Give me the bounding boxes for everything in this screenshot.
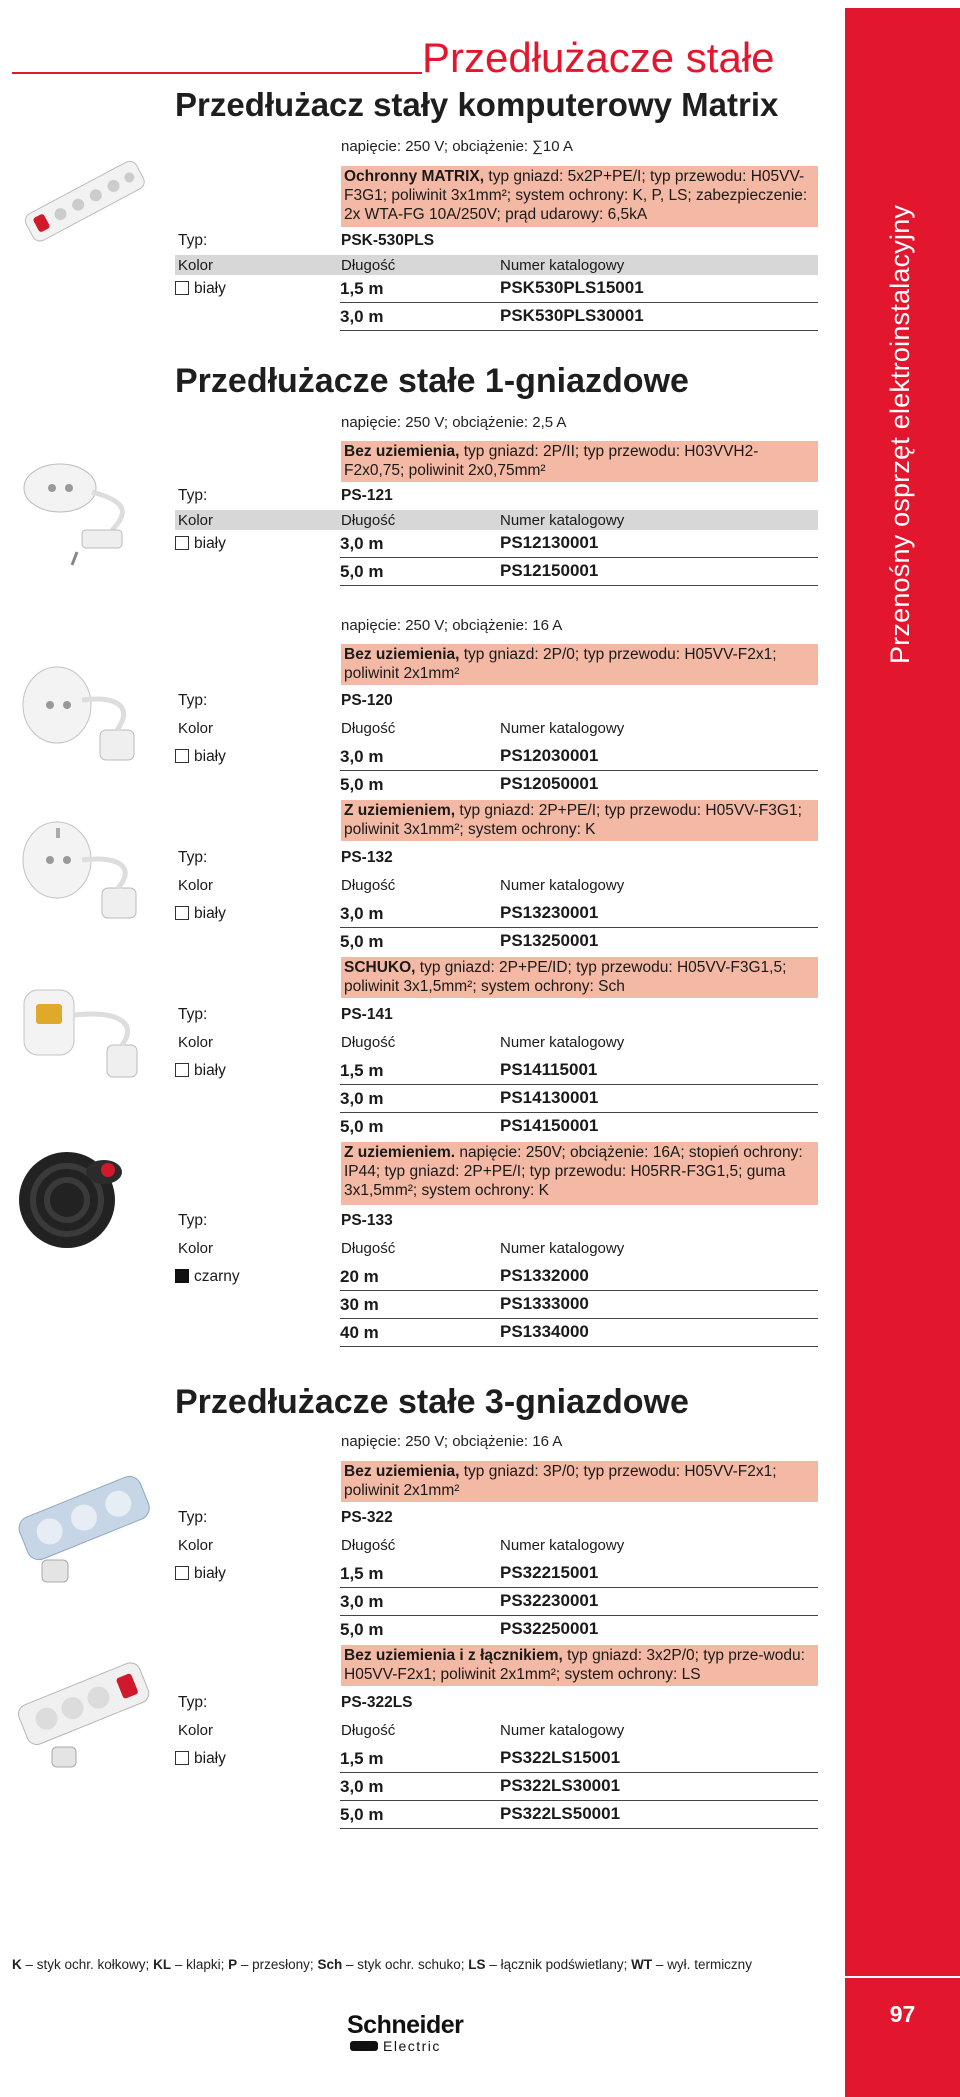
catalog-number: PS13250001	[500, 931, 599, 950]
desc-text: typ gniazd: 2P/0; typ przewodu: H05VV-F2x1; poliwinit 2x1mm²	[344, 646, 777, 682]
abbreviation-legend: K – styk ochr. kołkowy; KL – klapki; P – przesłony; Sch – styk ochr. schuko; LS – łącznik podświetlany; WT – wył. termiczny	[12, 1957, 752, 1972]
ps133-description	[341, 1142, 818, 1205]
table-row	[175, 1589, 818, 1616]
desc-bold: Bez uziemienia,	[344, 443, 460, 460]
strip-ps322-image	[12, 1465, 167, 1590]
strip-ps322ls-image	[12, 1652, 162, 1777]
desc-bold: SCHUKO,	[344, 959, 416, 976]
col-numer: Numer katalogowy	[500, 720, 625, 737]
color-label: biały	[194, 1565, 226, 1582]
legend-value: klapki;	[186, 1957, 225, 1972]
catalog-number: PSK530PLS30001	[500, 306, 644, 325]
type-row	[175, 1505, 818, 1531]
white-swatch	[175, 1566, 189, 1580]
row-divider	[340, 1084, 818, 1085]
legend-value: wył. termiczny	[667, 1957, 752, 1972]
desc-bold: Bez uziemienia,	[344, 646, 460, 663]
table-row	[175, 1114, 818, 1141]
table-row	[175, 1058, 818, 1085]
catalog-number: PS322LS50001	[500, 1804, 621, 1823]
catalog-number: PS14150001	[500, 1116, 599, 1135]
length-cell: 3,0 m	[340, 534, 384, 553]
table-header	[175, 255, 818, 275]
row-divider	[340, 1615, 818, 1616]
color-label: biały	[194, 280, 226, 297]
color-cell	[175, 748, 226, 766]
length-cell: 1,5 m	[340, 1749, 384, 1768]
col-numer: Numer katalogowy	[500, 1034, 625, 1051]
catalog-number: PS322LS15001	[500, 1748, 621, 1767]
catalog-number: PS1334000	[500, 1322, 589, 1341]
legend-key: LS	[468, 1957, 486, 1972]
ps322-rating: napięcie: 250 V; obciążenie: 16 A	[341, 1433, 563, 1450]
catalog-number: PS12130001	[500, 533, 599, 552]
table-header	[175, 1032, 818, 1052]
white-swatch	[175, 1751, 189, 1765]
row-divider	[340, 1828, 818, 1829]
desc-text: typ gniazd: 3P/0; typ przewodu: H05VV-F2x1; poliwinit 2x1mm²	[344, 1463, 777, 1499]
ps121-description	[341, 441, 818, 482]
table-header	[175, 718, 818, 738]
table-row	[175, 531, 818, 558]
matrix-power-strip-image	[12, 130, 162, 265]
col-dlugosc: Długość	[341, 877, 396, 894]
length-cell: 30 m	[340, 1295, 379, 1314]
color-label: biały	[194, 535, 226, 552]
desc-text: typ gniazd: 2P+PE/ID; typ przewodu: H05VV-F3G1,5; poliwinit 3x1,5mm²; system ochrony: Sch	[344, 959, 787, 995]
col-kolor: Kolor	[178, 1240, 214, 1257]
color-label: biały	[194, 905, 226, 922]
col-dlugosc: Długość	[341, 1034, 396, 1051]
catalog-number: PS12030001	[500, 746, 599, 765]
length-cell: 3,0 m	[340, 307, 384, 326]
length-cell: 3,0 m	[340, 747, 384, 766]
type-row	[175, 1208, 818, 1234]
catalog-number: PS32250001	[500, 1619, 599, 1638]
col-numer: Numer katalogowy	[500, 1722, 625, 1739]
color-label: biały	[194, 748, 226, 765]
length-cell: 3,0 m	[340, 904, 384, 923]
table-row	[175, 901, 818, 928]
length-cell: 1,5 m	[340, 279, 384, 298]
row-divider	[340, 1318, 818, 1319]
catalog-number: PS322LS30001	[500, 1776, 621, 1795]
ps132-description	[341, 800, 818, 841]
catalog-number: PS13230001	[500, 903, 599, 922]
catalog-number: PSK530PLS15001	[500, 278, 644, 297]
length-cell: 5,0 m	[340, 1620, 384, 1639]
table-row	[175, 1561, 818, 1588]
col-kolor: Kolor	[178, 1722, 214, 1739]
typ-label: Typ:	[178, 1694, 208, 1711]
desc-bold: Z uziemieniem,	[344, 802, 456, 819]
color-cell	[175, 280, 226, 298]
type-row	[175, 688, 818, 714]
length-cell: 5,0 m	[340, 562, 384, 581]
table-row	[175, 772, 818, 799]
legend-key: K	[12, 1957, 22, 1972]
ps322ls-description	[341, 1645, 818, 1686]
matrix-description	[341, 166, 818, 227]
section-title: Przedłużacze stałe	[422, 34, 775, 81]
table-row	[175, 744, 818, 771]
white-swatch	[175, 281, 189, 295]
black-swatch	[175, 1269, 189, 1283]
type-row	[175, 1690, 818, 1716]
desc-bold: Z uziemieniem.	[344, 1144, 456, 1161]
legend-key: P	[228, 1957, 238, 1972]
page-number-divider	[845, 1976, 960, 1978]
one-socket-title: Przedłużacze stałe 1-gniazdowe	[175, 362, 689, 400]
logo-mark-icon	[350, 2041, 378, 2051]
ps120-rating: napięcie: 250 V; obciążenie: 16 A	[341, 617, 563, 634]
table-row	[175, 929, 818, 956]
table-row	[175, 1086, 818, 1113]
table-row	[175, 1264, 818, 1291]
typ-value: PS-132	[341, 849, 393, 866]
row-divider	[340, 302, 818, 303]
legend-key: KL	[153, 1957, 172, 1972]
typ-value: PS-120	[341, 692, 393, 709]
row-divider	[340, 1772, 818, 1773]
row-divider	[340, 1587, 818, 1588]
color-label: biały	[194, 1750, 226, 1767]
typ-value: PS-322	[341, 1509, 393, 1526]
table-header	[175, 510, 818, 530]
length-cell: 1,5 m	[340, 1564, 384, 1583]
col-numer: Numer katalogowy	[500, 1537, 625, 1554]
typ-value: PS-141	[341, 1006, 393, 1023]
length-cell: 5,0 m	[340, 1805, 384, 1824]
type-row	[175, 483, 818, 509]
desc-bold: Ochronny MATRIX,	[344, 168, 485, 185]
col-numer: Numer katalogowy	[500, 1240, 625, 1257]
col-dlugosc: Długość	[341, 1240, 396, 1257]
desc-text: typ gniazd: 5x2P+PE/I; typ przewodu: H05VV-F3G1; poliwinit 3x1mm²; system ochrony: K, P, LS; zabezpieczenie: 2x WTA-FG 10A/250V; prąd udarowy: 6,5kA	[344, 168, 808, 223]
length-cell: 5,0 m	[340, 932, 384, 951]
catalog-number: PS14130001	[500, 1088, 599, 1107]
legend-value: styk ochr. schuko;	[357, 1957, 465, 1972]
row-divider	[340, 557, 818, 558]
table-header	[175, 875, 818, 895]
length-cell: 5,0 m	[340, 775, 384, 794]
row-divider	[340, 770, 818, 771]
col-dlugosc: Długość	[341, 512, 396, 529]
col-dlugosc: Długość	[341, 1537, 396, 1554]
catalog-number: PS1333000	[500, 1294, 589, 1313]
catalog-number: PS1332000	[500, 1266, 589, 1285]
row-divider	[340, 1800, 818, 1801]
legend-value: styk ochr. kołkowy;	[36, 1957, 150, 1972]
desc-bold: Bez uziemienia i z łącznikiem,	[344, 1647, 563, 1664]
typ-value: PSK-530PLS	[341, 232, 435, 249]
ps322-description	[341, 1461, 818, 1502]
color-label: biały	[194, 1062, 226, 1079]
typ-label: Typ:	[178, 1509, 208, 1526]
length-cell: 3,0 m	[340, 1777, 384, 1796]
desc-text: typ gniazd: 2P+PE/I; typ przewodu: H05VV-F3G1; poliwinit 3x1mm²; system ochrony: K	[344, 802, 802, 838]
section-sidebar	[845, 8, 960, 2097]
cable-reel-ps133-image	[12, 1140, 142, 1255]
white-swatch	[175, 906, 189, 920]
typ-value: PS-322LS	[341, 1694, 413, 1711]
col-numer: Numer katalogowy	[500, 877, 625, 894]
socket-ps121-image	[12, 430, 162, 575]
length-cell: 1,5 m	[340, 1061, 384, 1080]
socket-ps141-image	[12, 960, 157, 1100]
legend-value: przesłony;	[252, 1957, 314, 1972]
col-kolor: Kolor	[178, 877, 214, 894]
table-header	[175, 1720, 818, 1740]
white-swatch	[175, 749, 189, 763]
table-row	[175, 559, 818, 586]
color-cell	[175, 1565, 226, 1583]
table-header	[175, 1238, 818, 1258]
color-cell	[175, 905, 226, 923]
type-row	[175, 1002, 818, 1028]
type-row	[175, 228, 818, 254]
type-row	[175, 845, 818, 871]
length-cell: 5,0 m	[340, 1117, 384, 1136]
socket-ps132-image	[12, 800, 157, 945]
table-header	[175, 1535, 818, 1555]
desc-bold: Bez uziemienia,	[344, 1463, 460, 1480]
legend-value: łącznik podświetlany;	[500, 1957, 628, 1972]
row-divider	[340, 330, 818, 331]
table-row	[175, 1320, 818, 1347]
three-socket-title: Przedłużacze stałe 3-gniazdowe	[175, 1383, 689, 1421]
catalog-number: PS12050001	[500, 774, 599, 793]
typ-label: Typ:	[178, 487, 208, 504]
ps141-description	[341, 957, 818, 998]
length-cell: 20 m	[340, 1267, 379, 1286]
socket-ps120-image	[12, 640, 157, 790]
color-label: czarny	[194, 1268, 240, 1285]
col-dlugosc: Długość	[341, 257, 396, 274]
row-divider	[340, 1346, 818, 1347]
typ-label: Typ:	[178, 232, 208, 249]
catalog-number: PS32230001	[500, 1591, 599, 1610]
typ-label: Typ:	[178, 849, 208, 866]
typ-value: PS-121	[341, 487, 393, 504]
catalog-number: PS32215001	[500, 1563, 599, 1582]
ps120-description	[341, 644, 818, 685]
desc-text: typ gniazd: 2P/II; typ przewodu: H03VVH2-F2x0,75; poliwinit 2x0,75mm²	[344, 443, 759, 479]
col-kolor: Kolor	[178, 720, 214, 737]
col-dlugosc: Długość	[341, 1722, 396, 1739]
col-numer: Numer katalogowy	[500, 257, 625, 274]
typ-label: Typ:	[178, 1212, 208, 1229]
matrix-title: Przedłużacz stały komputerowy Matrix	[175, 86, 779, 123]
table-row	[175, 1292, 818, 1319]
desc-text: typ gniazd: 3x2P/0; typ prze-wodu: H05VV-F2x1; poliwinit 2x1mm²; system ochrony: LS	[344, 1647, 805, 1683]
col-kolor: Kolor	[178, 1034, 214, 1051]
schneider-electric-logo	[347, 2011, 485, 2055]
length-cell: 3,0 m	[340, 1089, 384, 1108]
table-row	[175, 1746, 818, 1773]
desc-text: napięcie: 250V; obciążenie: 16A; stopień ochrony: IP44; typ gniazd: 2P+PE/I; typ przewodu: H05RR-F3G1,5; guma 3x1,5mm²; system ochrony: K	[344, 1144, 803, 1199]
table-row	[175, 276, 818, 303]
catalog-number: PS14115001	[500, 1060, 598, 1079]
color-cell	[175, 535, 226, 553]
table-row	[175, 1774, 818, 1801]
legend-key: WT	[631, 1957, 653, 1972]
col-kolor: Kolor	[178, 257, 214, 274]
row-divider	[340, 927, 818, 928]
page-number: 97	[889, 2001, 916, 2027]
col-kolor: Kolor	[178, 1537, 214, 1554]
row-divider	[340, 1290, 818, 1291]
white-swatch	[175, 1063, 189, 1077]
col-dlugosc: Długość	[341, 720, 396, 737]
length-cell: 40 m	[340, 1323, 379, 1342]
header-rule	[12, 72, 422, 74]
row-divider	[340, 1112, 818, 1113]
catalog-number: PS12150001	[500, 561, 599, 580]
white-swatch	[175, 536, 189, 550]
typ-value: PS-133	[341, 1212, 393, 1229]
sidebar-title: Przenośny osprzęt elektroinstalacyjny	[885, 204, 915, 664]
table-row	[175, 1802, 818, 1829]
ps121-rating: napięcie: 250 V; obciążenie: 2,5 A	[341, 414, 567, 431]
length-cell: 3,0 m	[340, 1592, 384, 1611]
color-cell	[175, 1062, 226, 1080]
table-row	[175, 1617, 818, 1644]
col-numer: Numer katalogowy	[500, 512, 625, 529]
col-kolor: Kolor	[178, 512, 214, 529]
row-divider	[340, 585, 818, 586]
logo-subtitle: Electric	[383, 2038, 441, 2054]
typ-label: Typ:	[178, 692, 208, 709]
color-cell	[175, 1268, 240, 1286]
matrix-rating: napięcie: 250 V; obciążenie: ∑10 A	[341, 138, 573, 155]
color-cell	[175, 1750, 226, 1768]
typ-label: Typ:	[178, 1006, 208, 1023]
legend-key: Sch	[317, 1957, 343, 1972]
logo-name: Schneider	[347, 2011, 464, 2039]
table-row	[175, 304, 818, 331]
